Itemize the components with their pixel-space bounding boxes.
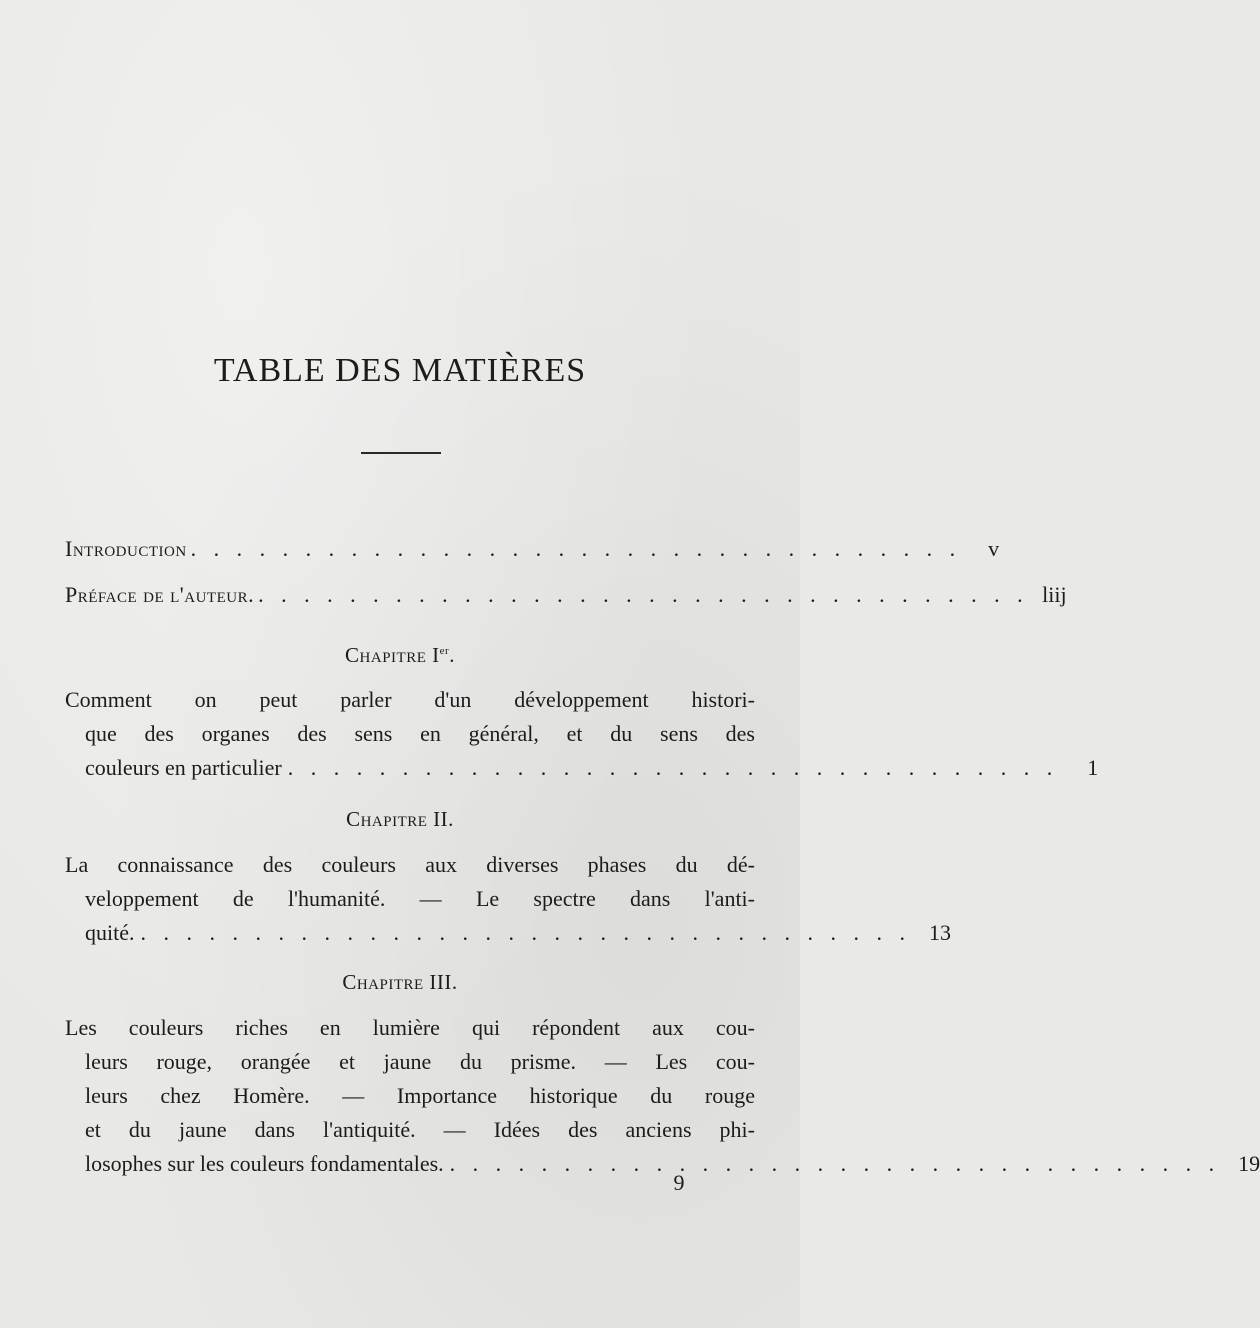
toc-entry-introduction (65, 532, 1000, 566)
summary-line: leurs rouge, orangée et jaune du prisme. — Les cou- (85, 1049, 755, 1074)
summary-line: Comment on peut parler d'un développement histori- (65, 687, 755, 712)
chapter-summary-2 (65, 848, 951, 950)
entry-page: 19 (1238, 1151, 1260, 1176)
summary-line: Les couleurs riches en lumière qui répondent aux cou- (65, 1015, 755, 1040)
title-rule (361, 452, 441, 454)
chapter-heading-sup: er (439, 645, 450, 657)
leader-dots: . . . . . . . . . . . . . . . . . . . . . . . . . . . . . . . . . . (449, 1151, 1221, 1176)
chapter-heading-suffix: . (449, 643, 455, 667)
page-folio: 9 (673, 1170, 685, 1195)
page-title: TABLE DES MATIÈRES (213, 352, 587, 389)
chapter-heading-text: Chapitre III. (342, 970, 458, 994)
summary-line: leurs chez Homère. — Importance historique du rouge (85, 1083, 755, 1108)
chapter-heading-text: Chapitre I (345, 643, 440, 667)
toc-entry-preface (65, 578, 1067, 612)
entry-label: Préface de l'auteur. (65, 582, 255, 607)
summary-line: couleurs en particulier (85, 755, 282, 780)
summary-line: losophes sur les couleurs fondamentales. (85, 1151, 444, 1176)
summary-line: quité. (85, 920, 135, 945)
summary-line: que des organes des sens en général, et du sens des (85, 721, 755, 746)
chapter-heading-3 (0, 970, 800, 995)
leader-dots: . . . . . . . . . . . . . . . . . . . . . . . . . . . . . . . . . . (140, 920, 911, 945)
entry-page: v (988, 536, 1000, 561)
summary-line: veloppement de l'humanité. — Le spectre dans l'anti- (85, 886, 755, 911)
chapter-summary-1 (65, 683, 1099, 785)
entry-page: 13 (929, 920, 951, 945)
summary-line: La connaissance des couleurs aux diverses phases du dé- (65, 852, 755, 877)
summary-line: et du jaune dans l'antiquité. — Idées des anciens phi- (85, 1117, 755, 1142)
leader-dots: . . . . . . . . . . . . . . . . . . . . . . . . . . . . . . . . . . (287, 755, 1059, 780)
entry-label: Introduction (65, 536, 187, 561)
leader-dots: . . . . . . . . . . . . . . . . . . . . . . . . . . . . . . . . . . (258, 582, 1029, 607)
chapter-summary-3 (65, 1011, 1260, 1181)
chapter-heading-2 (0, 807, 800, 832)
leader-dots: . . . . . . . . . . . . . . . . . . . . . . . . . . . . . . . . . . (190, 536, 962, 561)
entry-page: liij (1042, 582, 1067, 607)
entry-page: 1 (1087, 755, 1099, 780)
chapter-heading-1 (0, 643, 800, 668)
chapter-heading-text: Chapitre II. (346, 807, 454, 831)
